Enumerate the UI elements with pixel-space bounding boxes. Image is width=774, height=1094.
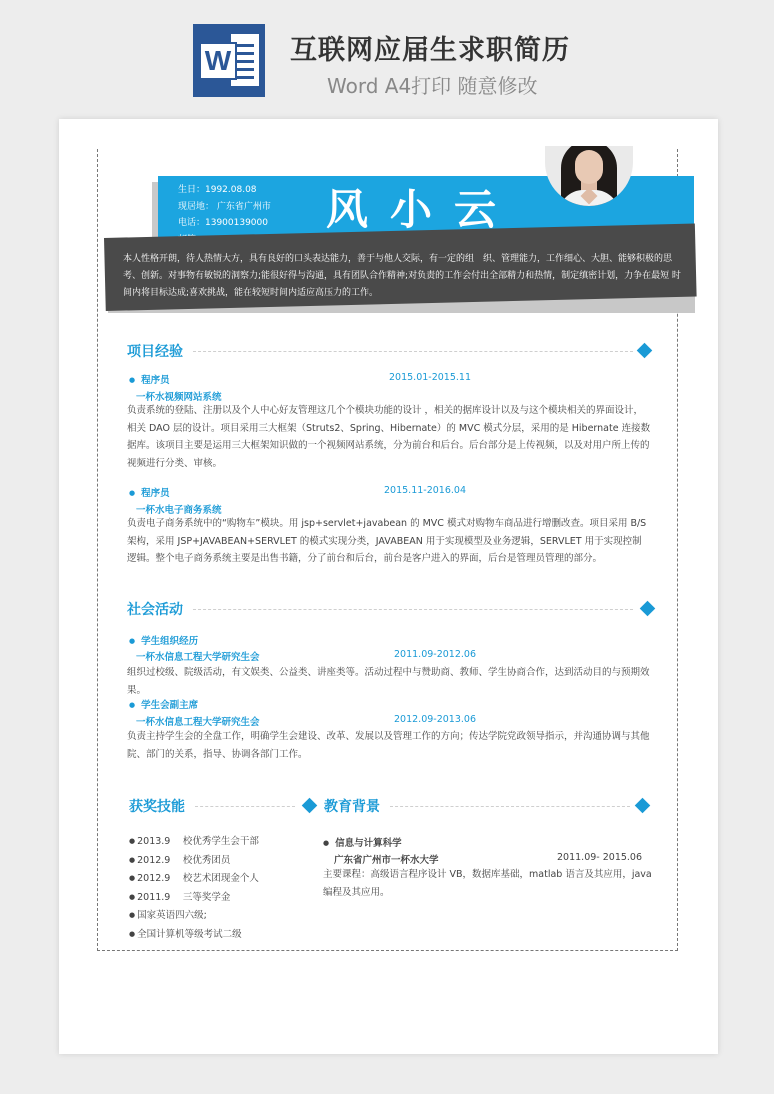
- resume-page: [59, 119, 718, 1054]
- diamond-icon: [302, 798, 318, 814]
- list-item: ● 2011.9 三等奖学金: [129, 889, 259, 908]
- section-awards: [129, 796, 319, 816]
- project-name: 一杯水电子商务系统: [136, 505, 222, 516]
- education-date: 2011.09- 2015.06: [557, 852, 643, 863]
- section-title: 项目经验: [127, 344, 183, 360]
- list-item: ● 全国计算机等级考试二级: [129, 926, 259, 945]
- word-logo-icon: W: [193, 24, 265, 97]
- list-item: ● 2012.9 校优秀团员: [129, 852, 259, 871]
- info-phone: 电话：13900139000: [178, 218, 268, 228]
- activity-role: ● 学生组织经历: [129, 633, 198, 647]
- education-description: 主要课程：高级语言程序设计 VB，数据库基础，matlab 语言及其应用，java 编程及其应用。: [323, 869, 652, 898]
- project-description: 负责系统的登陆、注册以及个人中心好友管理这几个个模块功能的设计 ，相关的据库设计以及与这个模块相关的界面设计， 相关 DAO 层的设计。项目采用三大框架（Struts2、Spring、Hibernate）的 MVC 模式分层，采用的是 Hibernate 连接数据库。该项目主要是运用三大框架知识做的一个视频网站系统，分为前台和后台。后台部分是上传视频，以及对用户所上传的视频进行分类、审核。: [127, 405, 651, 469]
- section-activities: [127, 599, 653, 619]
- activity-description: 组织过校级、院级活动，有文娱类、公益类、讲座类等。活动过程中与赞助商、教师、学生协商合作，达到活动目的与预期效果。: [127, 667, 650, 696]
- project-date: 2015.11-2016.04: [384, 485, 466, 496]
- activity-date: 2011.09-2012.06: [394, 649, 476, 660]
- section-title: 获奖技能: [129, 799, 185, 815]
- activity-date: 2012.09-2013.06: [394, 714, 476, 725]
- education-major: ● 信息与计算科学: [323, 835, 402, 849]
- list-item: ● 国家英语四六级;: [129, 907, 259, 926]
- project-role: ● 程序员: [129, 485, 170, 499]
- activity-role: ● 学生会副主席: [129, 697, 198, 711]
- section-education: [324, 796, 654, 816]
- info-location: 现居地： 广东省广州市: [178, 201, 271, 212]
- self-summary: 本人性格开朗，待人热情大方，具有良好的口头表达能力，善于与他人交际，有一定的组 织、管理能力，工作细心、大胆、能够积极的思考、创新。对事物有敏锐的洞察力;能很好得与沟通，具有团队合作精神;对负责的工作会付出全部精力和热情，制定缜密计划，力争在最短 时间内将目标达成;喜欢挑战，能在较短时间内适应高压力的工作。: [123, 254, 681, 298]
- project-description: 负责电子商务系统中的“购物车”模块。用 jsp+servlet+javabean 的 MVC 模式对购物车商品进行增删改查。项目采用 B/S 架构，采用 JSP+JAVABEAN+SERVLET 的模式实现分类，JAVABEAN 用于实现模型及业务逻辑，SERVLET 用于实现控制逻辑。整个电子商务系统主要是出售书籍，分了前台和后台，前台是客户进入的界面，后台是管理员管理的部分。: [127, 518, 647, 564]
- education-school: 广东省广州市一杯水大学: [334, 855, 439, 866]
- diamond-icon: [637, 343, 653, 359]
- diamond-icon: [635, 798, 651, 814]
- activity-description: 负责主持学生会的全盘工作，明确学生会建设、改革、发展以及管理工作的方向；传达学院党政领导指示，并沟通协调与其他院、部门的关系，指导、协调各部门工作。: [127, 731, 650, 760]
- diamond-icon: [640, 601, 656, 617]
- list-item: ● 2012.9 校艺术团现金个人: [129, 870, 259, 889]
- banner-header: [0, 0, 774, 118]
- activity-org: 一杯水信息工程大学研究生会: [136, 652, 260, 663]
- section-title: 教育背景: [324, 799, 380, 815]
- project-role: ● 程序员: [129, 372, 170, 386]
- awards-list: [129, 833, 259, 944]
- section-title: 社会活动: [127, 602, 183, 618]
- candidate-name: 风小云: [326, 185, 519, 234]
- banner-subtitle: Word A4打印 随意修改: [327, 74, 538, 98]
- banner-title: 互联网应届生求职简历: [290, 35, 570, 66]
- section-projects: [127, 341, 653, 361]
- project-name: 一杯水视频网站系统: [136, 392, 222, 403]
- info-birthday: 生日：1992.08.08: [178, 185, 257, 195]
- activity-org: 一杯水信息工程大学研究生会: [136, 717, 260, 728]
- project-date: 2015.01-2015.11: [389, 372, 471, 383]
- list-item: ● 2013.9 校优秀学生会干部: [129, 833, 259, 852]
